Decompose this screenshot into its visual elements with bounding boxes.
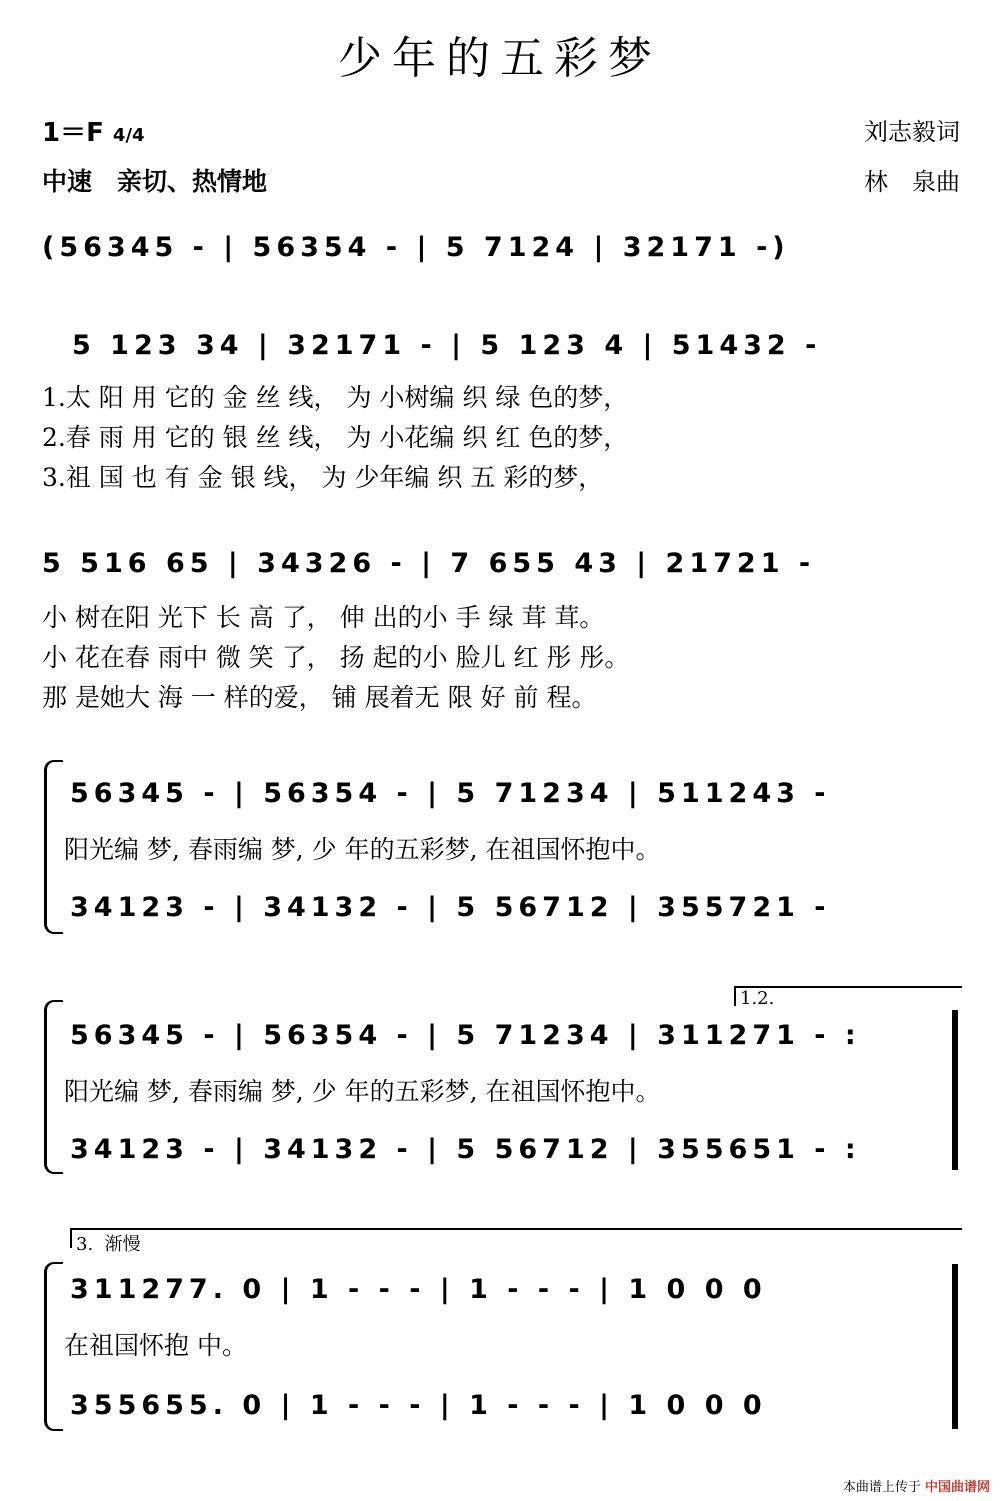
key-signature: 1＝F 4/4 bbox=[42, 118, 145, 148]
chorus-2-lyric: 阳光编 梦, 春雨编 梦, 少 年的五彩梦, 在祖国怀抱中。 bbox=[64, 1077, 661, 1106]
ritardando-marking: 渐慢 bbox=[104, 1234, 141, 1255]
chorus-1-lower-notes: 34123 - | 34132 - | 5 56712 | 355721 - bbox=[70, 892, 831, 923]
verse-notes-1: 5 123 34 | 32171 - | 5 123 4 | 51432 - bbox=[72, 330, 822, 361]
verse-lyric-2: 2.春 雨 用 它的 银 丝 线， 为 小花编 织 红 色的梦， bbox=[42, 423, 629, 452]
volta-3: 3. 渐慢 bbox=[70, 1228, 962, 1248]
footer-credit: 本曲谱上传于 中国曲谱网 bbox=[842, 1480, 990, 1495]
final-barline bbox=[952, 1264, 958, 1429]
intro-notes: (56345 - | 56354 - | 5 7124 | 32171 -) bbox=[42, 232, 790, 263]
verse-lyric-5: 小 花在春 雨中 微 笑 了， 扬 起的小 脸儿 红 彤 彤。 bbox=[42, 643, 630, 672]
time-signature: 4/4 bbox=[112, 125, 145, 146]
chorus-1-upper-notes: 56345 - | 56354 - | 5 71234 | 511243 - bbox=[70, 778, 831, 809]
lyricist-credit: 刘志毅词 bbox=[864, 118, 960, 146]
chorus-2-upper-notes: 56345 - | 56354 - | 5 71234 | 311271 - : bbox=[70, 1020, 861, 1051]
chorus-1-bracket bbox=[44, 760, 63, 934]
tempo-marking: 中速 亲切、热情地 bbox=[42, 167, 268, 196]
composer-credit: 林 泉曲 bbox=[864, 168, 960, 196]
verse-lyric-4: 小 树在阳 光下 长 高 了， 伸 出的小 手 绿 茸 茸。 bbox=[42, 603, 605, 632]
chorus-2-lower-notes: 34123 - | 34132 - | 5 56712 | 355651 - : bbox=[70, 1134, 861, 1165]
ending-bracket bbox=[44, 1262, 63, 1431]
ending-lyric: 在祖国怀抱 中。 bbox=[64, 1331, 247, 1360]
verse-lyric-3: 3.祖 国 也 有 金 银 线， 为 少年编 织 五 彩的梦， bbox=[42, 463, 604, 492]
verse-notes-2: 5 516 65 | 34326 - | 7 655 43 | 21721 - bbox=[42, 548, 816, 579]
ending-upper-notes: 311277. 0 | 1 - - - | 1 - - - | 1 0 0 0 bbox=[70, 1274, 767, 1305]
verse-lyric-6: 那 是她大 海 一 样的爱， 铺 展着无 限 好 前 程。 bbox=[42, 683, 597, 712]
verse-lyric-1: 1.太 阳 用 它的 金 丝 线， 为 小树编 织 绿 色的梦， bbox=[42, 383, 629, 412]
ending-lower-notes: 355655. 0 | 1 - - - | 1 - - - | 1 0 0 0 bbox=[70, 1390, 767, 1421]
chorus-1-lyric: 阳光编 梦, 春雨编 梦, 少 年的五彩梦, 在祖国怀抱中。 bbox=[64, 835, 661, 864]
song-title: 少年的五彩梦 bbox=[338, 33, 662, 84]
volta-1-2: 1.2. bbox=[734, 986, 962, 1006]
site-brand: 中国曲谱网 bbox=[924, 1480, 990, 1495]
repeat-barline bbox=[952, 1010, 958, 1170]
chorus-2-bracket bbox=[44, 1000, 63, 1174]
